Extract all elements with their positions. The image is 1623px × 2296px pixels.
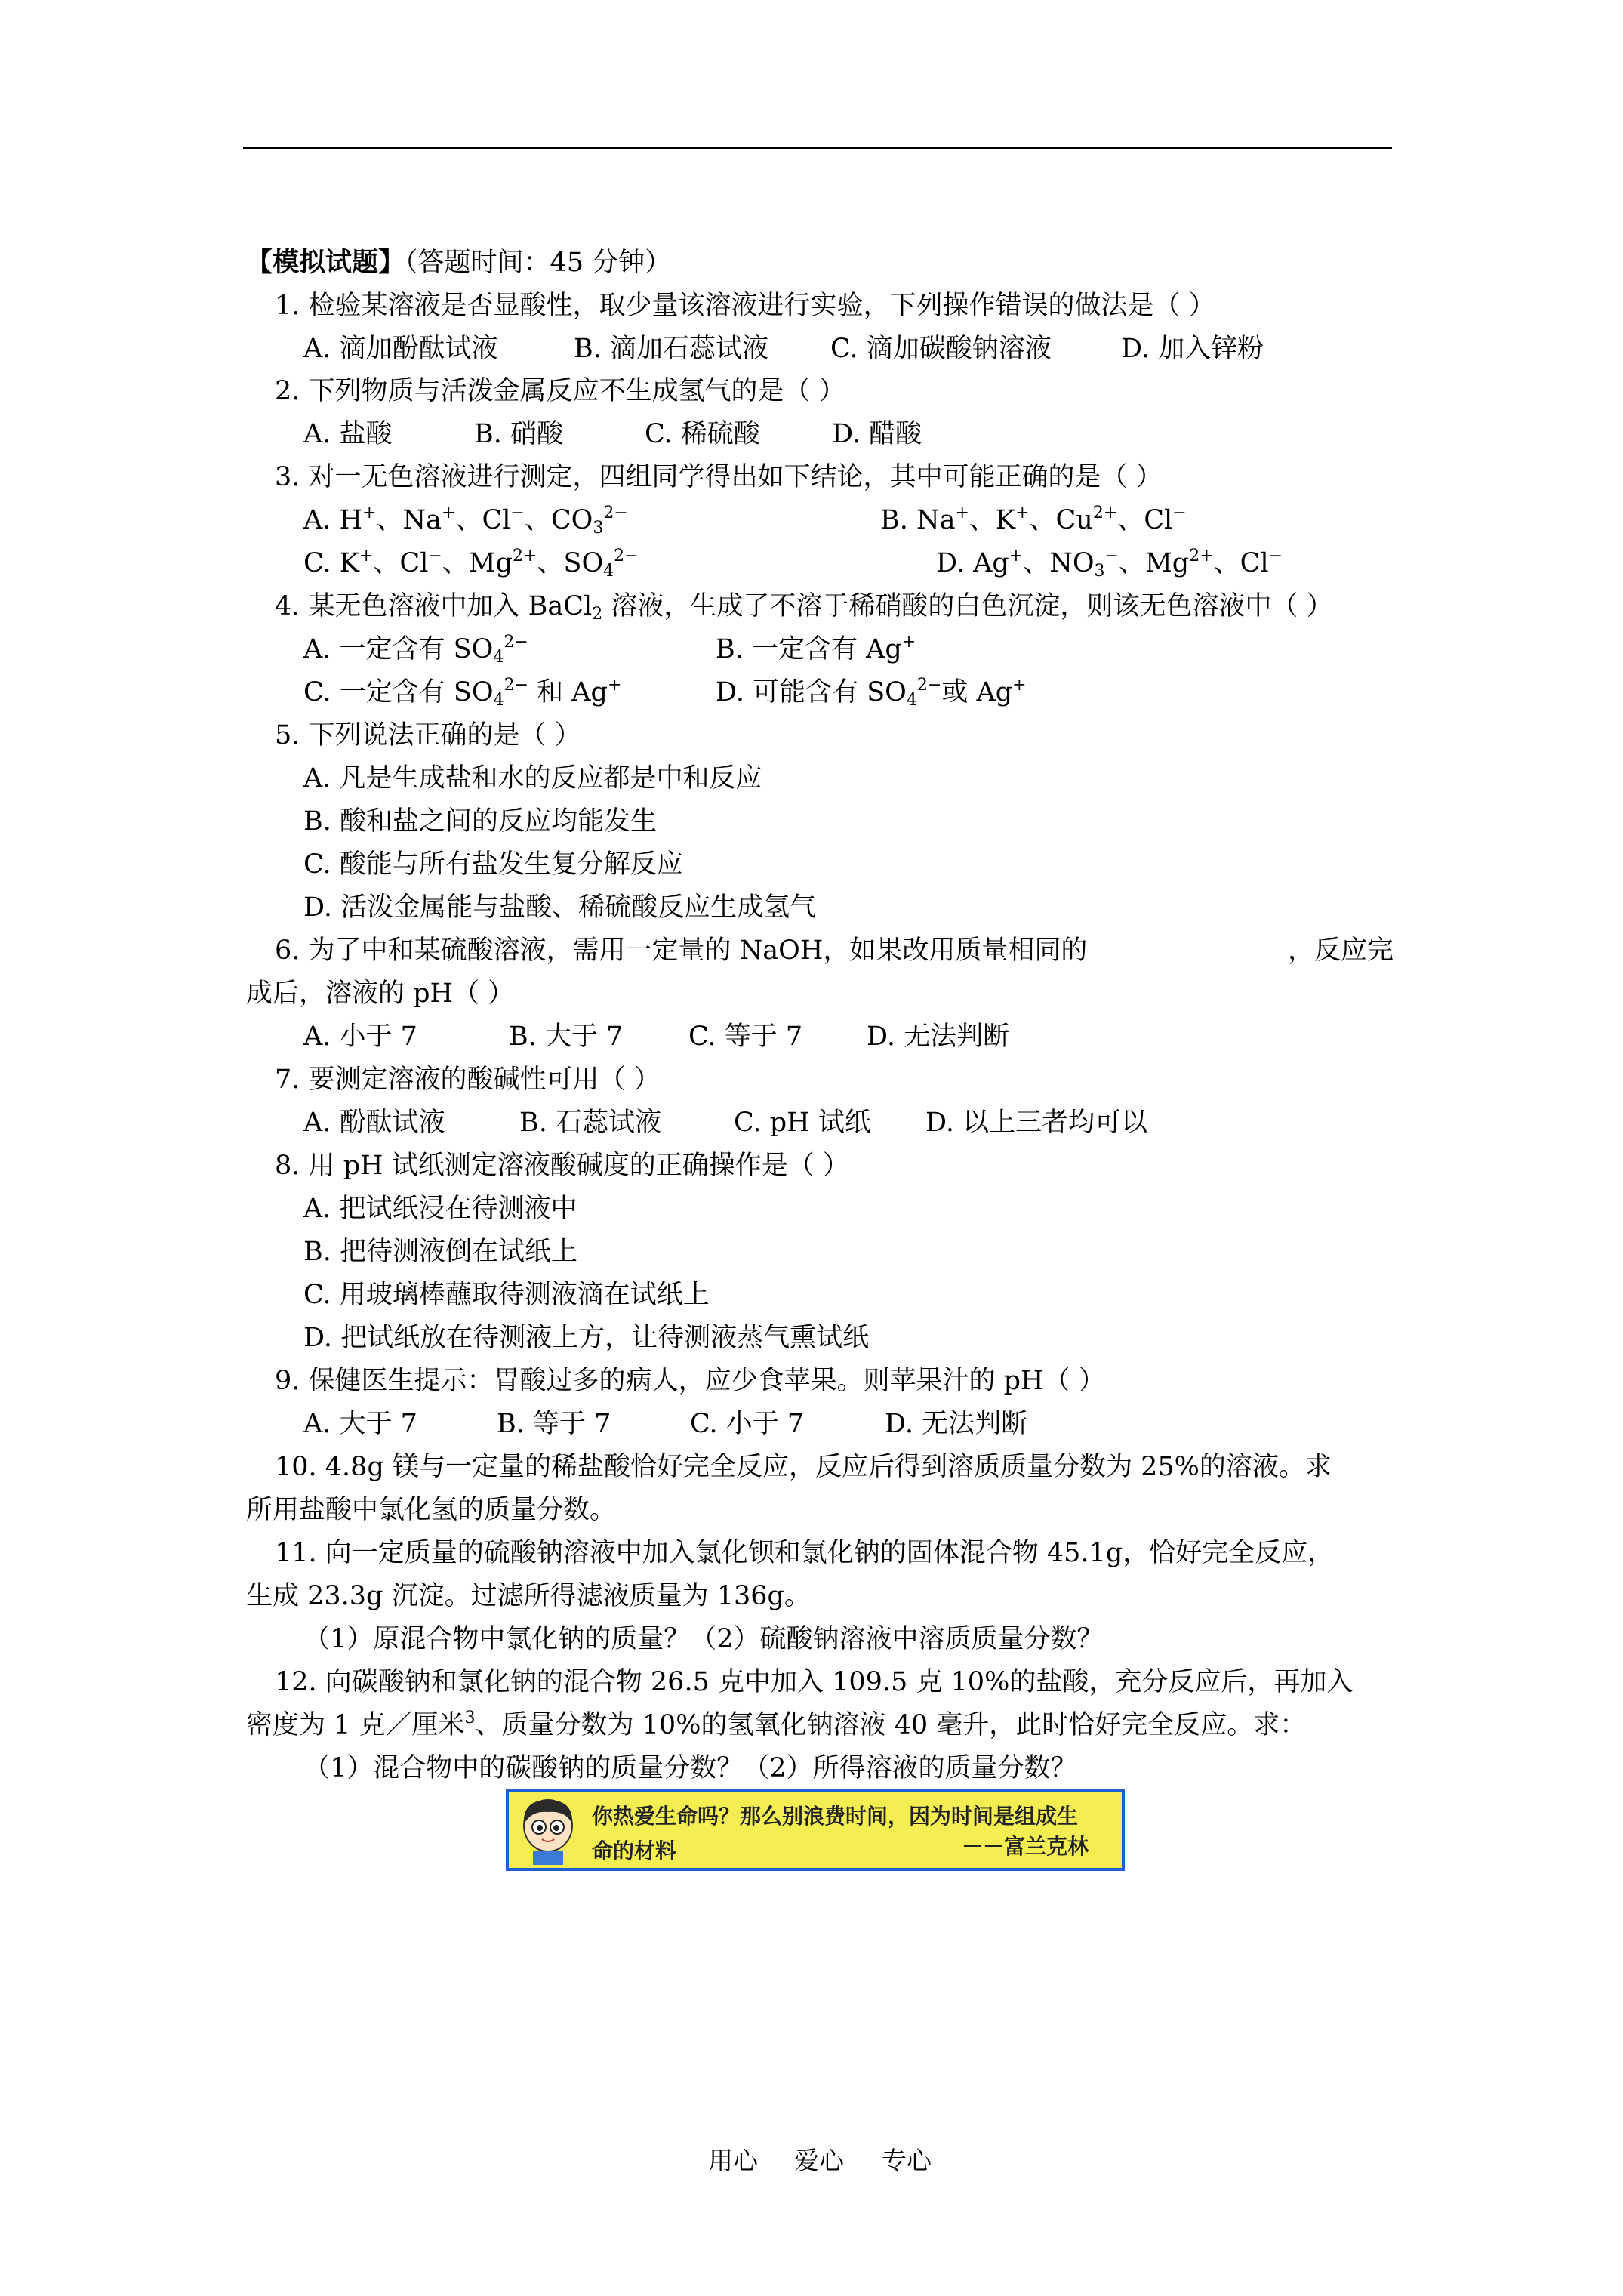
question-10-line2: 所用盐酸中氯化氢的质量分数。 bbox=[246, 1495, 617, 1525]
q4-option-d: D. 可能含有 $SO_4^{2-}$或 Ag+ bbox=[716, 676, 1027, 710]
header-rule bbox=[243, 147, 1392, 149]
section-header bbox=[246, 242, 671, 284]
question-12-line1: 12. 向碳酸钠和氯化钠的混合物 26.5 克中加入 109.5 克 10%的盐酸，充分反应后，再加入 bbox=[275, 1667, 1354, 1697]
question-9-stem: 9. 保健医生提示：胃酸过多的病人，应少食苹果。则苹果汁的 pH（ ） bbox=[275, 1366, 1105, 1396]
q7-option-c: C. pH 试纸 bbox=[734, 1108, 871, 1138]
question-7-stem: 7. 要测定溶液的酸碱性可用（ ） bbox=[275, 1065, 661, 1095]
q7-option-b: B. 石蕊试液 bbox=[519, 1108, 661, 1138]
quote-banner bbox=[506, 1789, 1125, 1871]
question-6-stem-line1: 6. 为了中和某硫酸溶液，需用一定量的 NaOH，如果改用质量相同的 bbox=[275, 935, 1088, 966]
q6-option-a: A. 小于 7 bbox=[303, 1022, 417, 1052]
question-12-line2 bbox=[246, 1704, 1306, 1746]
q8-option-b: B. 把待测液倒在试纸上 bbox=[303, 1237, 577, 1267]
q2-option-b: B. 硝酸 bbox=[474, 419, 563, 449]
q4-stem-sub: 2 bbox=[592, 605, 603, 624]
q5-option-c: C. 酸能与所有盐发生复分解反应 bbox=[303, 849, 683, 880]
q5-option-a: A. 凡是生成盐和水的反应都是中和反应 bbox=[303, 763, 762, 794]
question-1-options bbox=[303, 328, 1394, 370]
banner-quote-line1: 你热爱生命吗？那么别浪费时间，因为时间是组成生 bbox=[592, 1804, 1079, 1829]
q6-option-b: B. 大于 7 bbox=[509, 1022, 624, 1052]
q4-stem-pre: 4. 某无色溶液中加入 BaCl bbox=[275, 591, 593, 621]
section-subtitle: （答题时间：45 分钟） bbox=[405, 248, 672, 278]
q6-option-d: D. 无法判断 bbox=[867, 1022, 1010, 1052]
q8-option-c: C. 用玻璃棒蘸取待测液滴在试纸上 bbox=[303, 1280, 710, 1310]
question-8-stem: 8. 用 pH 试纸测定溶液酸碱度的正确操作是（ ） bbox=[275, 1151, 849, 1181]
page-footer bbox=[0, 2141, 1623, 2179]
q1-option-b: B. 滴加石蕊试液 bbox=[574, 334, 768, 364]
question-11-line2: 生成 23.3g 沉淀。过滤所得滤液质量为 136g。 bbox=[246, 1581, 811, 1611]
question-4-options-row2 bbox=[303, 671, 1394, 713]
banner-author: －－富兰克林 bbox=[962, 1834, 1089, 1859]
footer-word-2: 爱心 bbox=[794, 2146, 844, 2175]
q12-line2-post: 、质量分数为 10%的氢氧化钠溶液 40 毫升，此时恰好完全反应。求： bbox=[475, 1710, 1307, 1740]
q1-option-d: D. 加入锌粉 bbox=[1121, 334, 1264, 364]
cartoon-boy-icon bbox=[513, 1795, 583, 1865]
question-11-line3: （1）原混合物中氯化钠的质量？（2）硫酸钠溶液中溶质质量分数？ bbox=[303, 1624, 1104, 1654]
q12-line2-pre: 密度为 1 克／厘米 bbox=[246, 1710, 465, 1740]
q2-option-d: D. 醋酸 bbox=[832, 419, 922, 449]
question-10-line1: 10. 4.8g 镁与一定量的稀盐酸恰好完全反应，反应后得到溶质质量分数为 25%的溶液。求 bbox=[275, 1452, 1332, 1482]
q3-option-c: C. K+、Cl−、$Mg^{2+}$、$SO_4^{2-}$ bbox=[303, 547, 639, 581]
q9-option-c: C. 小于 7 bbox=[690, 1409, 805, 1439]
banner-quote-line2: 命的材料 bbox=[592, 1838, 677, 1863]
q9-option-d: D. 无法判断 bbox=[885, 1409, 1028, 1439]
question-3-options-row1 bbox=[303, 499, 1394, 541]
question-6-options bbox=[303, 1015, 1394, 1058]
q8-option-d: D. 把试纸放在待测液上方，让待测液蒸气熏试纸 bbox=[303, 1323, 870, 1353]
question-2-stem: 2. 下列物质与活泼金属反应不生成氢气的是（ ） bbox=[275, 376, 845, 406]
q7-option-a: A. 酚酞试液 bbox=[303, 1108, 445, 1138]
q4-option-a: A. 一定含有 $SO_4^{2-}$ bbox=[303, 633, 528, 667]
question-9-options bbox=[303, 1403, 1394, 1445]
question-3-options-row2 bbox=[303, 542, 1394, 584]
q1-option-c: C. 滴加碳酸钠溶液 bbox=[830, 334, 1052, 364]
q9-option-b: B. 等于 7 bbox=[497, 1409, 611, 1439]
question-2-options bbox=[303, 413, 1394, 455]
footer-word-1: 用心 bbox=[708, 2146, 758, 2175]
question-7-options bbox=[303, 1102, 1394, 1144]
footer-word-3: 专心 bbox=[882, 2146, 932, 2175]
q5-option-d: D. 活泼金属能与盐酸、稀硫酸反应生成氢气 bbox=[303, 892, 817, 923]
question-4-stem bbox=[275, 585, 1332, 627]
q12-line2-sup: 3 bbox=[464, 1709, 476, 1727]
q2-option-a: A. 盐酸 bbox=[303, 419, 393, 449]
q3-option-b: B. Na+、K+、$Cu^{2+}$、Cl− bbox=[880, 504, 1187, 535]
q4-option-b: B. 一定含有 Ag+ bbox=[716, 633, 916, 664]
question-5-stem: 5. 下列说法正确的是（ ） bbox=[275, 720, 581, 750]
question-6-stem-line1-tail: ，反应完 bbox=[1288, 935, 1394, 966]
q4-option-c: C. 一定含有 $SO_4^{2-}$ 和 Ag+ bbox=[303, 676, 622, 710]
question-11-line1: 11. 向一定质量的硫酸钠溶液中加入氯化钡和氯化钠的固体混合物 45.1g，恰好完全反应， bbox=[275, 1538, 1335, 1568]
q5-option-b: B. 酸和盐之间的反应均能发生 bbox=[303, 806, 657, 837]
q6-option-c: C. 等于 7 bbox=[688, 1022, 803, 1052]
question-3-stem: 3. 对一无色溶液进行测定，四组同学得出如下结论，其中可能正确的是（ ） bbox=[275, 462, 1163, 492]
q3-option-d: D. Ag+、$NO_3^-$、$Mg^{2+}$、Cl− bbox=[936, 547, 1283, 581]
q9-option-a: A. 大于 7 bbox=[303, 1409, 417, 1439]
question-12-line3: （1）混合物中的碳酸钠的质量分数？（2）所得溶液的质量分数？ bbox=[303, 1753, 1077, 1783]
question-4-options-row1 bbox=[303, 628, 1394, 670]
question-1-stem: 1. 检验某溶液是否显酸性，取少量该溶液进行实验，下列操作错误的做法是（ ） bbox=[275, 291, 1215, 321]
q8-option-a: A. 把试纸浸在待测液中 bbox=[303, 1194, 577, 1224]
q7-option-d: D. 以上三者均可以 bbox=[925, 1108, 1148, 1138]
section-title: 【模拟试题】 bbox=[246, 247, 405, 278]
q2-option-c: C. 稀硫酸 bbox=[645, 419, 760, 449]
question-6-stem-line2: 成后，溶液的 pH（ ） bbox=[246, 978, 515, 1009]
q4-stem-post: 溶液，生成了不溶于稀硝酸的白色沉淀，则该无色溶液中（ ） bbox=[602, 591, 1333, 621]
q1-option-a: A. 滴加酚酞试液 bbox=[303, 334, 498, 364]
q3-option-a: A. H+、Na+、Cl−、$CO_3^{2-}$ bbox=[303, 504, 628, 538]
